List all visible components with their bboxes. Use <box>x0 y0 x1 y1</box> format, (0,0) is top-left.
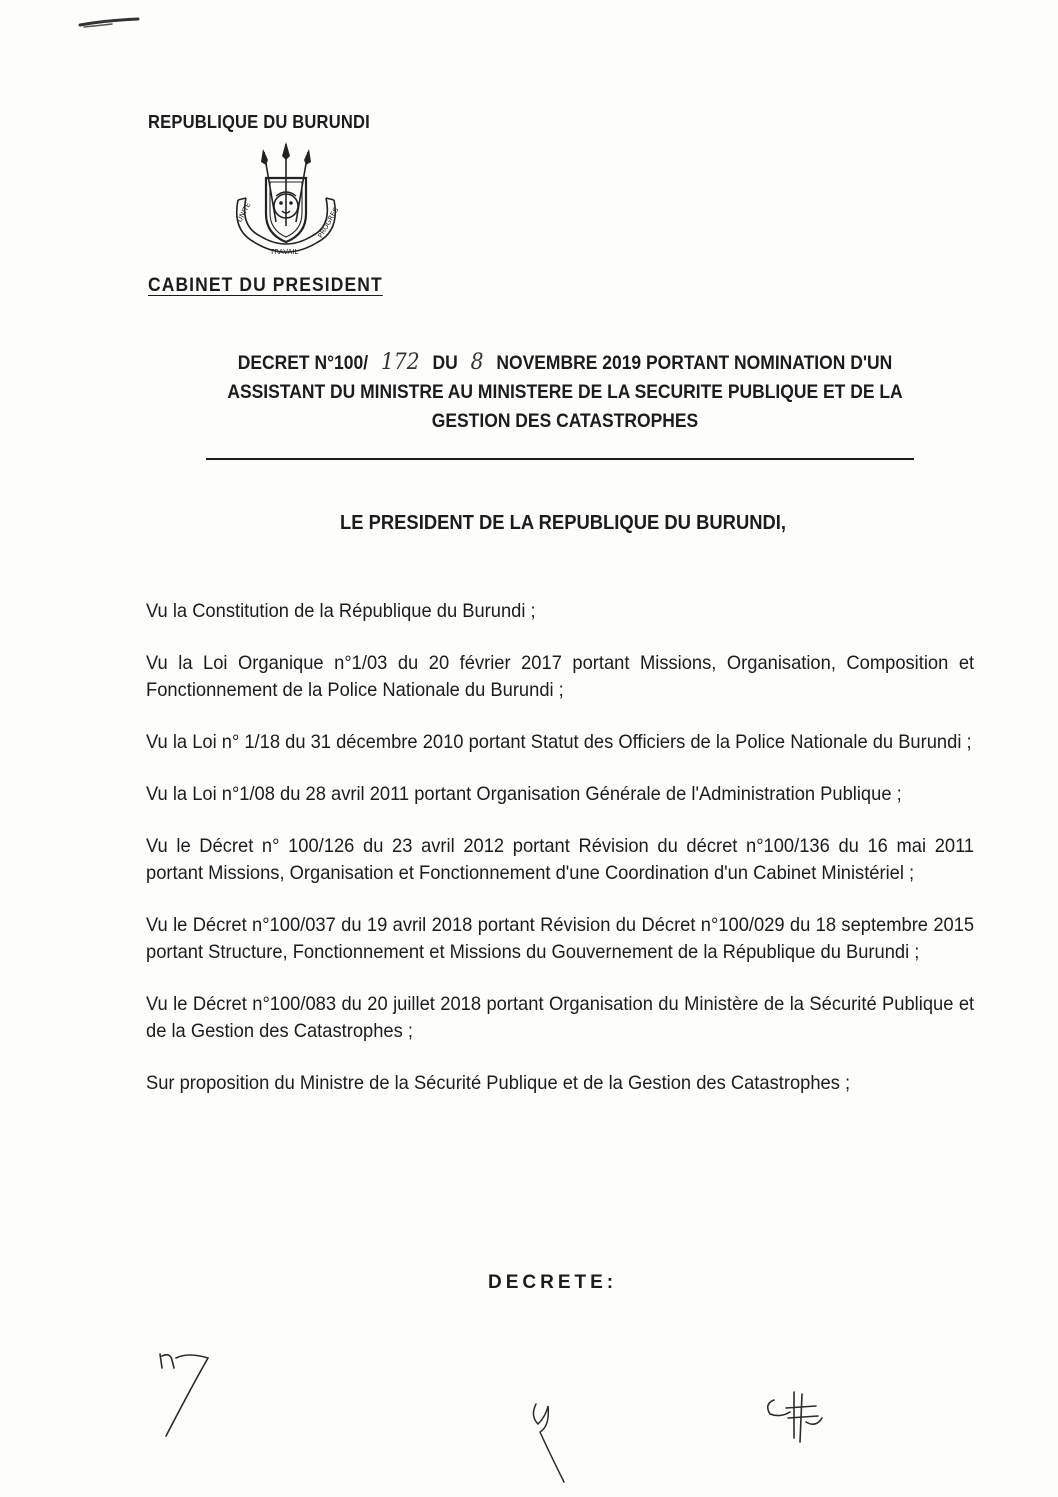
decree-du-label: DU <box>432 353 458 374</box>
decree-title-line-2: ASSISTANT DU MINISTRE AU MINISTERE DE LA SECURITE PUBLIQUE ET DE LA <box>227 382 903 403</box>
cabinet-heading: CABINET DU PRESIDENT <box>148 275 383 296</box>
svg-text:UNITE: UNITE <box>235 201 253 224</box>
handwritten-decree-day: 8 <box>470 350 484 375</box>
title-divider <box>206 458 914 460</box>
visa-paragraph: Vu la Loi n°1/08 du 28 avril 2011 portant Organisation Générale de l'Administration Publique ; <box>146 783 902 805</box>
visa-paragraph: Vu la Loi n° 1/18 du 31 décembre 2010 portant Statut des Officiers de la Police Nationale du Burundi ; <box>146 731 972 753</box>
decree-title-rest: NOVEMBRE 2019 PORTANT NOMINATION D'UN <box>496 353 893 374</box>
visa-paragraph: Vu le Décret n°100/083 du 20 juillet 2018 portant Organisation du Ministère de la Sécurité Publique et de la Gestion des Catastrophes ; <box>146 993 975 1042</box>
proposal-paragraph: Sur proposition du Ministre de la Sécurité Publique et de la Gestion des Catastrophes ; <box>146 1072 851 1094</box>
decree-title-line-1 <box>183 348 947 378</box>
svg-text:PROGRES: PROGRES <box>316 206 341 240</box>
decree-title-line-3: GESTION DES CATASTROPHES <box>431 411 699 432</box>
handwritten-decree-number: 172 <box>380 350 420 375</box>
president-heading: LE PRESIDENT DE LA REPUBLIQUE DU BURUNDI, <box>339 512 787 534</box>
initial-mark-left-icon <box>152 1346 214 1442</box>
svg-text:TRAVAIL: TRAVAIL <box>270 248 299 256</box>
initial-mark-center-icon <box>520 1398 576 1488</box>
visa-paragraph: Vu le Décret n°100/037 du 19 avril 2018 portant Révision du Décret n°100/029 du 18 septembre 2015 portant Structure, Fonctionnement et Missions du Gouvernement de la République du Burundi ; <box>146 914 975 963</box>
visa-paragraph: Vu le Décret n° 100/126 du 23 avril 2012 portant Révision du décret n°100/136 du 16 mai 2011 portant Missions, Organisation et Fonctionnement d'une Coordination d'un Cabinet Ministériel ; <box>146 835 975 884</box>
decree-title <box>150 348 980 436</box>
visa-paragraph: Vu la Constitution de la République du Burundi ; <box>146 600 536 622</box>
republic-heading: REPUBLIQUE DU BURUNDI <box>148 112 370 132</box>
decrete-heading: DECRETE: <box>488 1272 618 1293</box>
decree-prefix: DECRET N°100/ <box>237 353 369 374</box>
burundi-coat-of-arms-icon <box>226 138 346 268</box>
initial-mark-right-icon <box>760 1388 832 1458</box>
pen-stroke-icon <box>78 16 140 30</box>
visas-list <box>146 598 974 1122</box>
visa-paragraph: Vu la Loi Organique n°1/03 du 20 février 2017 portant Missions, Organisation, Composition et Fonctionnement de la Police Nationale du Burundi ; <box>146 652 975 701</box>
